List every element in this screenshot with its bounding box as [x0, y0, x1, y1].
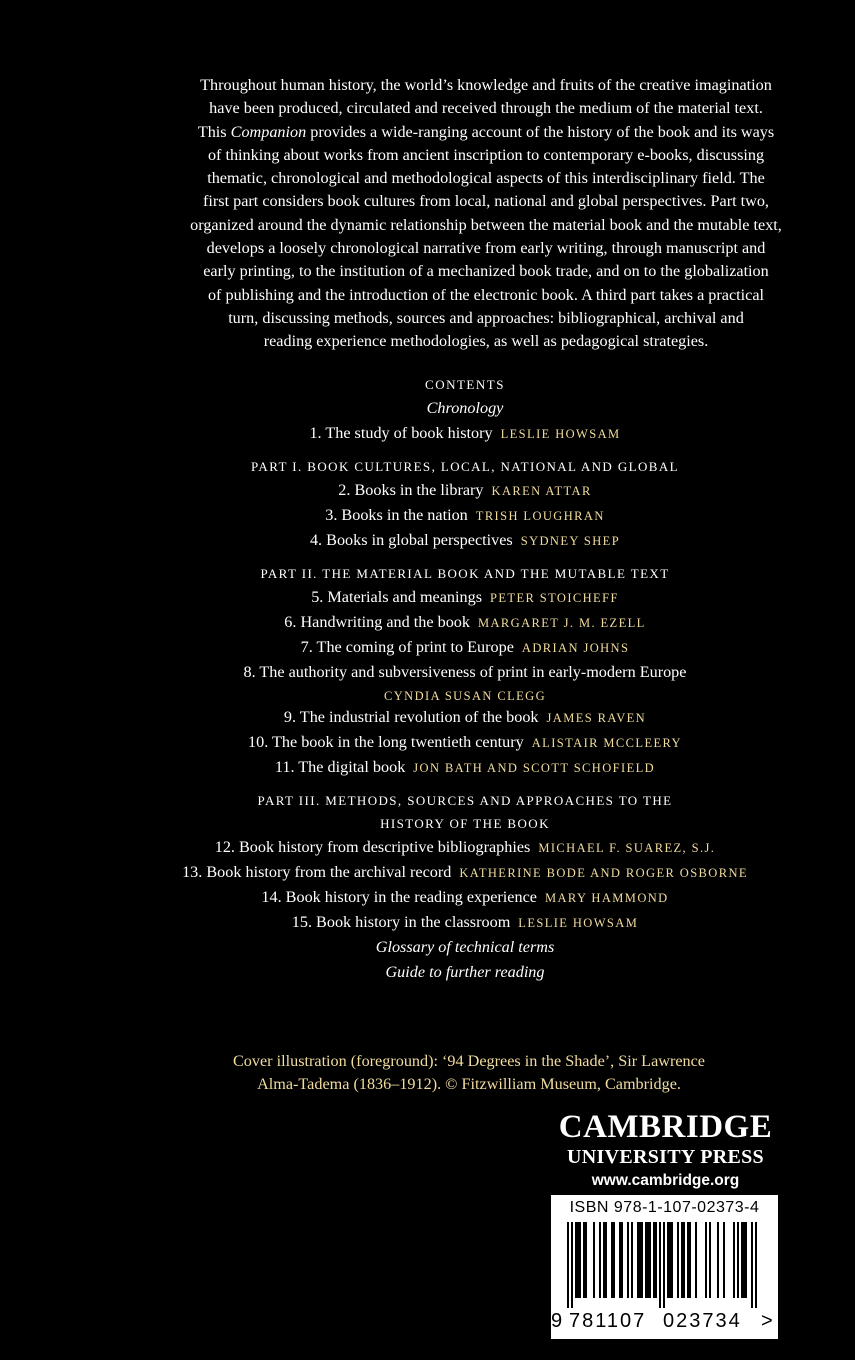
barcode-bar — [611, 1222, 613, 1298]
blurb-line: of publishing and the introduction of the electronic book. A third part takes a practical — [207, 285, 765, 304]
chapter-author-line — [0, 685, 855, 705]
chapter-author: LESLIE HOWSAM — [500, 427, 621, 441]
barcode-bar — [593, 1222, 595, 1298]
chapter-title: 11. The digital book — [274, 758, 406, 776]
barcode-bar — [647, 1222, 649, 1298]
chapter-entry — [0, 610, 855, 635]
chapter-title: 2. Books in the library — [338, 481, 484, 499]
barcode-bar — [755, 1222, 757, 1308]
further-reading-entry: Guide to further reading — [385, 963, 545, 981]
chapter-author: LESLIE HOWSAM — [518, 916, 639, 930]
chronology-entry: Chronology — [426, 399, 504, 417]
isbn-label: ISBN 978-1-107-02373-4 — [569, 1199, 760, 1216]
part-heading: PART II. THE MATERIAL BOOK AND THE MUTABLE TEXT — [260, 566, 670, 581]
barcode-bar — [567, 1222, 569, 1308]
barcode-bar — [689, 1222, 691, 1298]
chapter-entry — [0, 910, 855, 935]
barcode-bar — [705, 1222, 707, 1298]
part-heading: PART III. METHODS, SOURCES AND APPROACHES TO THE — [257, 793, 673, 808]
blurb-line: reading experience methodologies, as well as pedagogical strategies. — [263, 332, 709, 351]
chapter-author: TRISH LOUGHRAN — [475, 509, 605, 523]
blurb-line: early printing, to the institution of a mechanized book trade, and on to the globalization — [203, 262, 769, 281]
blurb-line-lead: This — [197, 122, 227, 141]
isbn-barcode — [550, 1194, 779, 1340]
chapter-author: KATHERINE BODE AND ROGER OSBORNE — [459, 866, 748, 880]
chapter-title: 14. Book history in the reading experience — [261, 888, 537, 906]
chapter-entry — [0, 503, 855, 528]
barcode-bar — [585, 1222, 587, 1298]
table-of-contents — [0, 374, 855, 985]
credit-line: Alma-Tadema (1836–1912). © Fitzwilliam Museum, Cambridge. — [257, 1075, 681, 1093]
barcode-bar — [681, 1222, 683, 1298]
barcode-bar — [645, 1222, 647, 1298]
part-heading: PART I. BOOK CULTURES, LOCAL, NATIONAL AND GLOBAL — [251, 459, 679, 474]
barcode-bar — [745, 1222, 747, 1298]
barcode-bar — [583, 1222, 585, 1298]
barcode-bar — [621, 1222, 623, 1298]
barcode-bar — [613, 1222, 615, 1298]
chapter-author: PETER STOICHEFF — [490, 591, 619, 605]
barcode-left-digits: 781107 — [569, 1310, 647, 1332]
cover-credit — [150, 1050, 788, 1096]
barcode-bar — [663, 1222, 665, 1308]
chapter-entry — [0, 635, 855, 660]
chapter-title: 4. Books in global perspectives — [309, 531, 513, 549]
chapter-author: MICHAEL F. SUAREZ, S.J. — [538, 841, 716, 855]
chapter-entry — [0, 860, 855, 885]
chapter-author: MARGARET J. M. EZELL — [477, 616, 646, 630]
barcode-right-digits: 023734 — [663, 1310, 742, 1332]
blurb-line: develops a loosely chronological narrative from early writing, through manuscript and — [206, 239, 766, 258]
chapter-title: 10. The book in the long twentieth century — [248, 733, 524, 751]
credit-line: Cover illustration (foreground): ‘94 Degrees in the Shade’, Sir Lawrence — [233, 1052, 705, 1070]
barcode-arrow: > — [761, 1310, 773, 1332]
barcode-bar — [571, 1222, 573, 1308]
barcode-bar — [695, 1222, 697, 1298]
chapter-entry — [0, 730, 855, 755]
barcode-bar — [631, 1222, 633, 1298]
chapter-author: ADRIAN JOHNS — [521, 641, 630, 655]
blurb-line: of thinking about works from ancient inscription to contemporary e-books, discussing — [207, 145, 765, 164]
publisher-name: CAMBRIDGE — [558, 1109, 773, 1145]
barcode-bar — [655, 1222, 657, 1298]
barcode-bar — [683, 1222, 685, 1298]
blurb-paragraph — [150, 74, 822, 354]
chapter-title: 3. Books in the nation — [325, 506, 468, 524]
publisher-logo — [548, 1108, 783, 1192]
blurb-line — [150, 121, 822, 144]
chapter-author: JON BATH AND SCOTT SCHOFIELD — [413, 761, 656, 775]
chapter-entry — [0, 885, 855, 910]
barcode-bar — [639, 1222, 641, 1298]
barcode-bar — [733, 1222, 735, 1298]
barcode-bar — [627, 1222, 629, 1298]
chapter-author: MARY HAMMOND — [544, 891, 669, 905]
chapter-entry — [0, 478, 855, 503]
barcode-bar — [669, 1222, 671, 1298]
contents-heading: CONTENTS — [425, 377, 505, 392]
chapter-entry — [0, 755, 855, 780]
blurb-line: Throughout human history, the world’s knowledge and fruits of the creative imagination — [200, 76, 772, 94]
blurb-line: have been produced, circulated and received through the medium of the material text. — [209, 99, 763, 118]
chapter-title: 12. Book history from descriptive bibliographies — [214, 838, 531, 856]
chapter-entry — [0, 421, 855, 446]
barcode-bar — [653, 1222, 655, 1298]
barcode-bar — [577, 1222, 579, 1298]
barcode-bars — [559, 1222, 770, 1308]
barcode-bar — [737, 1222, 739, 1298]
chapter-author: KAREN ATTAR — [491, 484, 592, 498]
chapter-author: JAMES RAVEN — [546, 711, 647, 725]
barcode-bar — [579, 1222, 581, 1298]
barcode-bar — [575, 1222, 577, 1298]
barcode-bar — [751, 1222, 753, 1308]
chapter-title: 9. The industrial revolution of the book — [283, 708, 539, 726]
companion-italic: Companion — [230, 122, 307, 141]
chapter-entry — [0, 585, 855, 610]
barcode-bar — [599, 1222, 601, 1298]
chapter-title: 15. Book history in the classroom — [291, 913, 511, 931]
barcode-bar — [687, 1222, 689, 1298]
blurb-line-rest: provides a wide-ranging account of the history of the book and its ways — [310, 122, 775, 141]
barcode-bar — [677, 1222, 679, 1298]
barcode-bar — [741, 1222, 743, 1298]
barcode-bar — [743, 1222, 745, 1298]
chapter-entry — [0, 705, 855, 730]
chapter-entry — [0, 660, 855, 685]
chapter-title: 1. The study of book history — [309, 424, 493, 442]
chapter-title: 8. The authority and subversiveness of print in early-modern Europe — [243, 663, 687, 681]
barcode-bar — [709, 1222, 711, 1298]
chapter-title: 7. The coming of print to Europe — [300, 638, 514, 656]
chapter-title: 13. Book history from the archival record — [182, 863, 452, 881]
publisher-url: www.cambridge.org — [591, 1172, 740, 1189]
publisher-subtitle: UNIVERSITY PRESS — [567, 1146, 764, 1168]
chapter-title: 6. Handwriting and the book — [284, 613, 470, 631]
chapter-author: ALISTAIR MCCLEERY — [531, 736, 682, 750]
barcode-bar — [605, 1222, 607, 1298]
blurb-line: first part considers book cultures from local, national and global perspectives. Part two, — [203, 192, 769, 211]
barcode-bar — [659, 1222, 661, 1308]
barcode-bar — [641, 1222, 643, 1298]
barcode-bar — [637, 1222, 639, 1298]
glossary-entry: Glossary of technical terms — [375, 938, 555, 956]
barcode-bar — [717, 1222, 719, 1298]
barcode-bar — [649, 1222, 651, 1298]
barcode-bar — [723, 1222, 725, 1298]
blurb-line: organized around the dynamic relationship between the material book and the mutable text, — [190, 215, 782, 234]
blurb-line: thematic, chronological and methodological aspects of this interdisciplinary field. The — [207, 169, 765, 188]
chapter-title: 5. Materials and meanings — [311, 588, 483, 606]
chapter-author: CYNDIA SUSAN CLEGG — [383, 689, 547, 703]
barcode-bar — [603, 1222, 605, 1298]
blurb-line: turn, discussing methods, sources and approaches: bibliographical, archival and — [228, 308, 744, 327]
barcode-bar — [671, 1222, 673, 1298]
barcode-bar — [619, 1222, 621, 1298]
chapter-entry — [0, 528, 855, 553]
chapter-entry — [0, 835, 855, 860]
barcode-bar — [667, 1222, 669, 1298]
chapter-author: SYDNEY SHEP — [520, 534, 621, 548]
barcode-lead-digit: 9 — [551, 1310, 563, 1332]
barcode-digits — [551, 1308, 778, 1334]
part-heading-continued: HISTORY OF THE BOOK — [380, 816, 550, 831]
